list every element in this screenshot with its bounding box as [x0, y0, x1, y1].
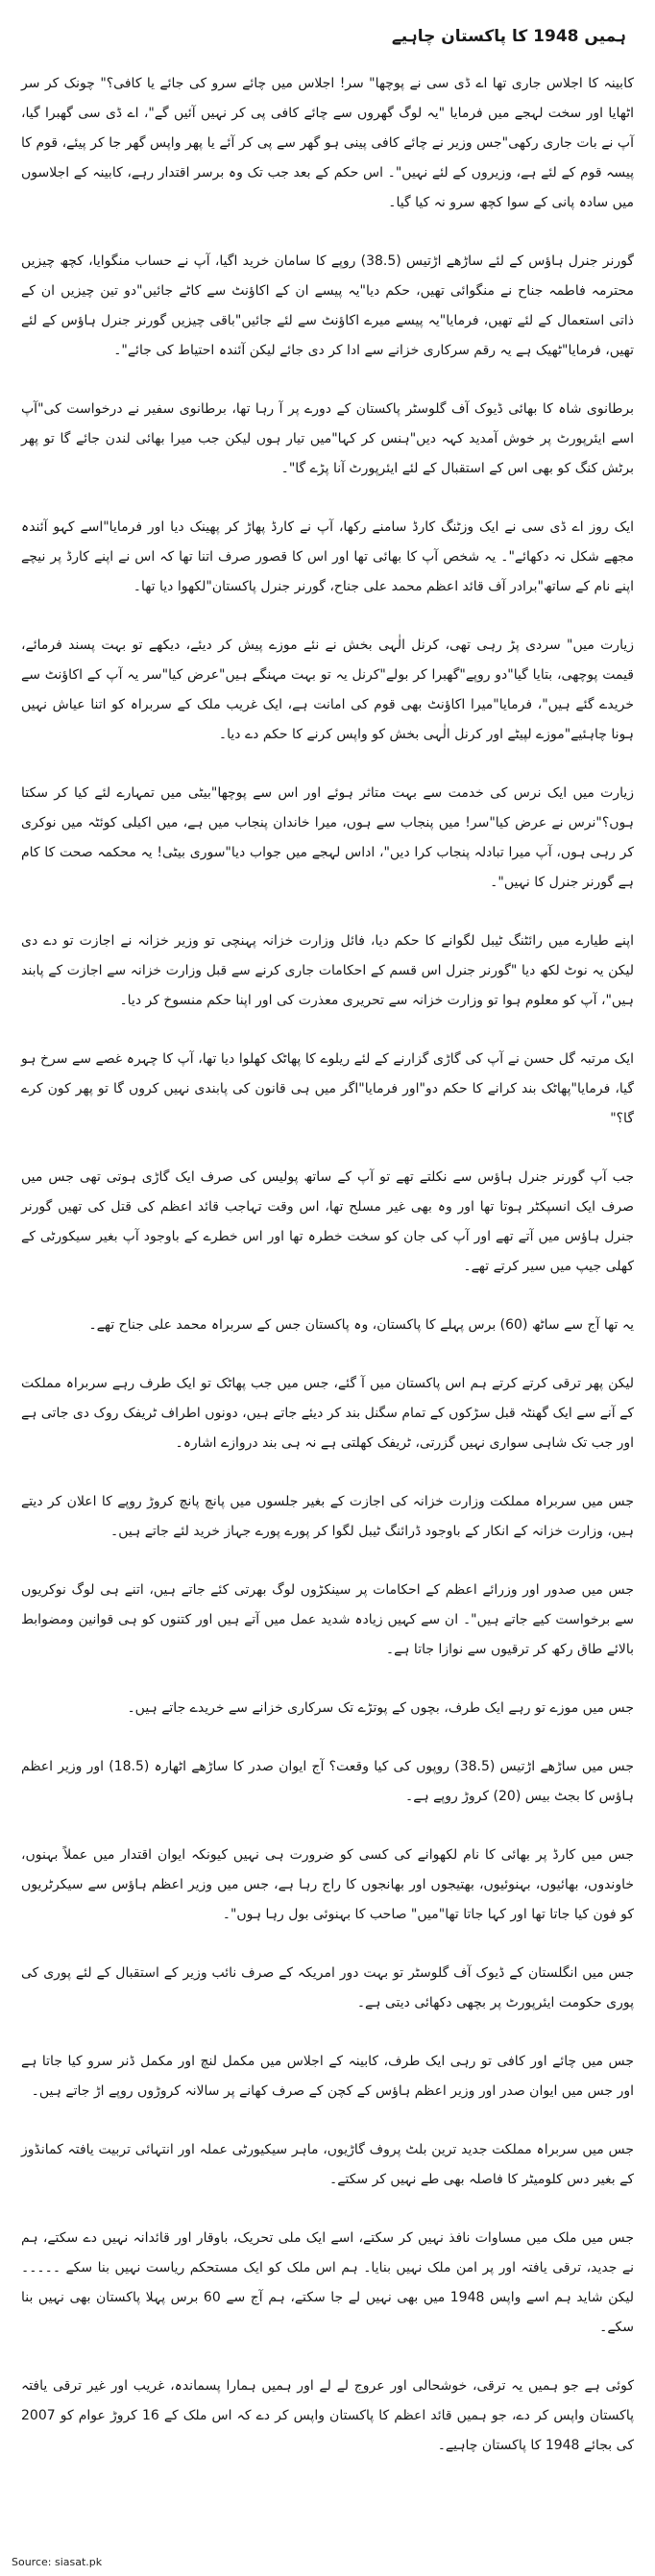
article-paragraph: جس میں چائے اور کافی تو رہی ایک طرف، کابینہ کے اجلاس میں مکمل لنچ اور مکمل ڈنر سرو کیا جاتا ہے اور جس میں ایوان صدر اور وزیر اعظم ہاؤس کے کچن کے صرف کھانے پر سالانہ کروڑوں روپے اڑ جاتے ہیں۔ — [21, 2054, 634, 2099]
article-paragraph: ایک روز اے ڈی سی نے ایک وزٹنگ کارڈ سامنے رکھا، آپ نے کارڈ پھاڑ کر پھینک دیا اور فرمایا"اسے کہو آئندہ مجھے شکل نہ دکھائے"۔ یہ شخص آپ کا بھائی تھا اور اس کا قصور صرف اتنا تھا کہ اس نے اپنے کارڈ پر نیچے اپنے نام کے ساتھ"برادر آف قائد اعظم محمد علی جناح، گورنر جنرل پاکستان"لکھوا دیا تھا۔ — [21, 519, 634, 594]
article-paragraph: یہ تھا آج سے ساٹھ (60) برس پہلے کا پاکستان، وہ پاکستان جس کے سربراہ محمد علی جناح تھے۔ — [88, 1317, 634, 1333]
article-paragraph: جس میں موزے تو رہے ایک طرف، بچوں کے پوتڑے تک سرکاری خزانے سے خریدے جاتے ہیں۔ — [127, 1700, 634, 1716]
article-paragraph: جب آپ گورنر جنرل ہاؤس سے نکلتے تھے تو آپ کے ساتھ پولیس کی صرف ایک گاڑی ہوتی تھی جس میں صرف ایک انسپکٹر ہوتا تھا اور وہ بھی غیر مسلح تھا، اس وقت تہاجب قائد اعظم کی قتل کی تھیں گورنر جنرل ہاؤس میں آتے تھے اور آپ کی جان کو سخت خطرہ تھا اور اس خطرے کے باوجود آپ بغیر سیکورٹی کے کھلی جیپ میں سیر کرتے تھے۔ — [21, 1169, 634, 1274]
article-paragraph: زیارت میں" سردی پڑ رہی تھی، کرنل الٰہی بخش نے نئے موزے پیش کر دیئے، دیکھے تو بہت پسند فرمائے، قیمت پوچھی، بتایا گیا"دو روپے"گھبرا کر بولے"کرنل یہ تو بہت مہنگے ہیں"عرض کیا"سر یہ آپ کے اکاؤنٹ سے خریدے گئے ہیں"، فرمایا"میرا اکاؤنٹ بھی قوم کی امانت ہے، ایک غریب ملک کے سربراہ کو اتنا عیاش نہیں ہونا چاہئیے"موزے لپیٹے اور کرنل الٰہی بخش کو واپس کرنے کا حکم دے دیا۔ — [21, 638, 634, 742]
article-paragraph: اپنے طیارے میں رائٹنگ ٹیبل لگوانے کا حکم دیا، فائل وزارت خزانہ پہنچی تو وزیر خزانہ نے اجازت تو دے دی لیکن یہ نوٹ لکھ دیا "گورنر جنرل اس قسم کے احکامات جاری کرنے سے قبل وزارت خزانہ سے اجازت کے پابند ہیں"، آپ کو معلوم ہوا تو وزارت خزانہ سے تحریری معذرت کی اور اپنا حکم منسوخ کر دیا۔ — [21, 933, 634, 1008]
article-title: ہمیں 1948 کا پاکستان چاہیے — [391, 27, 626, 46]
article-paragraph: کابینہ کا اجلاس جاری تھا اے ڈی سی نے پوچھا" سر! اجلاس میں چائے سرو کی جائے یا کافی؟" چونک کر سر اٹھایا اور سخت لہجے میں فرمایا "یہ لوگ گھروں سے چائے کافی پی کر نہیں آئیں گے"، اے ڈی سی گھبرا گیا، آپ نے بات جاری رکھی"جس وزیر نے چائے کافی پینی ہو گھر سے پی کر آئے یا پھر واپس گھر جا کر پیئے، قوم کا پیسہ قوم کے لئے ہے، وزیروں کے لئے نہیں"۔ اس حکم کے بعد جب تک وہ برسر اقتدار رہے، کابینہ کے اجلاسوں میں سادہ پانی کے سوا کچھ سرو نہ کیا گیا۔ — [21, 76, 634, 210]
article-paragraph: جس میں ساڑھے اڑتیس (38.5) روپوں کی کیا وقعت؟ آج ایوان صدر کا ساڑھے اٹھارہ (18.5) اور وزیر اعظم ہاؤس کا بجٹ بیس (20) کروڑ روپے ہے۔ — [21, 1759, 635, 1804]
article-paragraph: جس میں سربراہ مملکت جدید ترین بلٹ پروف گاڑیوں، ماہر سیکیورٹی عملہ اور انتہائی تربیت یافتہ کمانڈوز کے بغیر دس کلومیٹر کا فاصلہ بھی طے نہیں کر سکتے۔ — [21, 2142, 634, 2187]
article-paragraph: زیارت میں ایک نرس کی خدمت سے بہت متاثر ہوئے اور اس سے پوچھا"بیٹی میں تمہارے لئے کیا کر سکتا ہوں؟"نرس نے عرض کیا"سر! میں پنجاب سے ہوں، میرا خاندان پنجاب میں ہے، میں اکیلی کوئٹہ میں نوکری کر رہی ہوں، آپ میرا تبادلہ پنجاب کرا دیں"، اداس لہجے میں جواب دیا"سوری بیٹی! یہ محکمہ صحت کا کام ہے گورنر جنرل کا نہیں"۔ — [21, 785, 634, 890]
source-credit: Source: siasat.pk — [12, 2556, 103, 2568]
article-paragraph: لیکن پھر ترقی کرتے کرتے ہم اس پاکستان میں آ گئے، جس میں جب پھاٹک تو ایک طرف رہے سربراہ مملکت کے آنے سے ایک گھنٹہ قبل سڑکوں کے تمام سگنل بند کر دیئے جاتے ہیں، دونوں اطراف ٹریفک روک دی جاتی ہے اور جب تک شاہی سواری نہیں گزرتی، ٹریفک کھلتی ہے نہ ہی بند دروازے اشارہ۔ — [21, 1376, 634, 1451]
article-paragraph: ایک مرتبہ گل حسن نے آپ کی گاڑی گزارنے کے لئے ریلوے کا پھاٹک کھلوا دیا تھا، آپ کا چہرہ غصے سے سرخ ہو گیا، فرمایا"پھاٹک بند کرانے کا حکم دو"اور فرمایا"اگر میں ہی قانون کی پابندی نہیں کروں گا تو پھر کون کرے گا؟" — [21, 1051, 634, 1126]
article-paragraph: جس میں ملک میں مساوات نافذ نہیں کر سکتے، اسے ایک ملی تحریک، باوقار اور قائدانہ نہیں دے سکتے، ہم نے جدید، ترقی یافتہ اور پر امن ملک نہیں بنایا۔ ہم اس ملک کو ایک مستحکم ریاست نہیں بنا سکے ۔۔۔۔۔ لیکن شاید ہم اسے واپس 1948 میں بھی نہیں لے جا سکتے، ہم آج سے 60 برس پہلا پاکستان بھی نہیں بنا سکے۔ — [21, 2230, 634, 2335]
article-paragraph: جس میں سربراہ مملکت وزارت خزانہ کی اجازت کے بغیر جلسوں میں پانچ پانچ کروڑ روپے کا اعلان کر دیتے ہیں، وزارت خزانہ کے انکار کے باوجود ڈرائنگ ٹیبل لگوا کر پورے پورے جہاز خرید لئے جاتے ہیں۔ — [21, 1494, 634, 1539]
article-paragraph: جس میں کارڈ پر بھائی کا نام لکھوانے کی کسی کو ضرورت ہی نہیں کیونکہ ایوان اقتدار میں عملاً بہنوں، خاوندوں، بھائیوں، بہنوئیوں، بھتیجوں اور بھانجوں کا راج رہا ہے، جس میں وزیر اعظم ہاؤس سے سیکرٹریوں کو فون کیا جاتا تھا اور کہا جاتا تھا"میں" صاحب کا بہنوئی بول رہا ہوں"۔ — [21, 1847, 634, 1922]
article-paragraph: کوئی ہے جو ہمیں یہ ترقی، خوشحالی اور عروج لے لے اور ہمیں ہمارا پسماندہ، غریب اور غیر ترقی یافتہ پاکستان واپس کر دے، جو ہمیں قائد اعظم کا پاکستان واپس کر دے کہ اس ملک کے 16 کروڑ عوام کو 2007 کی بجائے 1948 کا پاکستان چاہیے۔ — [21, 2378, 634, 2453]
article-paragraph: جس میں صدور اور وزرائے اعظم کے احکامات پر سینکڑوں لوگ بھرتی کئے جاتے ہیں، اتنے ہی لوگ نوکریوں سے برخواست کیے جاتے ہیں"۔ ان سے کہیں زیادہ شدید عمل میں آتے ہیں اور کتنوں کو ہی قوانین ومضوابط بالائے طاق رکھ کر ترقیوں سے نوازا جاتا ہے۔ — [21, 1582, 634, 1657]
article-paragraph: گورنر جنرل ہاؤس کے لئے ساڑھے اڑتیس (38.5) روپے کا سامان خرید اگیا، آپ نے حساب منگوایا، کچھ چیزیں محترمہ فاطمہ جناح نے منگوائی تھیں، حکم دیا"یہ پیسے ان کے اکاؤنٹ سے کاٹے جائیں"دو تین چیزیں ان کے ذاتی استعمال کے لئے تھیں، فرمایا"یہ پیسے میرے اکاؤنٹ سے لئے جائیں"باقی چیزیں گورنر جنرل ہاؤس کے لئے تھیں، فرمایا"ٹھیک ہے یہ رقم سرکاری خزانے سے ادا کر دی جائے لیکن آئندہ احتیاط کی جائے"۔ — [21, 253, 635, 358]
article-paragraph: جس میں انگلستان کے ڈیوک آف گلوسٹر تو بہت دور امریکہ کے صرف نائب وزیر کے استقبال کے لئے پوری کی پوری حکومت ایئرپورٹ پر بچھی دکھائی دیتی ہے۔ — [21, 1965, 634, 2010]
article-paragraph: برطانوی شاہ کا بھائی ڈیوک آف گلوسٹر پاکستان کے دورے پر آ رہا تھا، برطانوی سفیر نے درخواست کی"آپ اسے ایئرپورٹ پر خوش آمدید کہہ دیں"ہنس کر کہا"میں تیار ہوں لیکن جب میرا بھائی لندن جائے گا تو پھر برٹش کنگ کو بھی اس کے استقبال کے لئے ایئرپورٹ آنا پڑے گا"۔ — [21, 401, 634, 476]
article-body — [21, 69, 634, 2461]
